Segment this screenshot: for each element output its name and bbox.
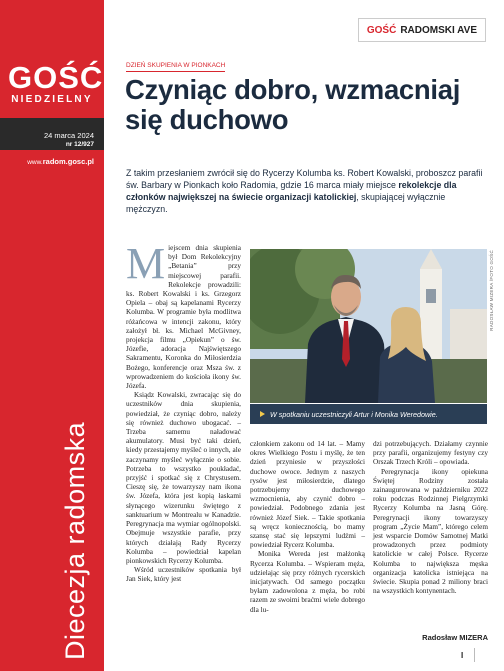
edition-header — [358, 18, 486, 42]
edition-brand: GOŚĆ — [366, 24, 397, 36]
article-column-2 — [250, 440, 365, 615]
photo-illustration — [250, 249, 487, 403]
page-number: I — [461, 651, 464, 660]
site-prefix: www. — [27, 159, 43, 166]
issue-number: nr 12/927 — [65, 141, 94, 148]
paragraph: dzi potrzebujących. Działamy czynnie przy parafii, organizujemy festyny czy Orszak Trzech Króli – opowiada. — [373, 440, 488, 467]
photo-credit: RADOSŁAW MIZERA /FOTO GOŚĆ — [489, 250, 494, 331]
logo-main: GOŚĆ — [8, 60, 104, 95]
paragraph-text: iejscem dnia skupienia był Dom Rekolekcyjny „Betania” przy miejscowej parafii. Rekolekcje prowadzili: ks. Robert Kowalski i ks. Grzegorz Opiela – obaj są kapelanami Rycerzy Kolumba. W programie była modlitwa różańcowa w intencji zakonu, który założył bł. ks. Michael McGivney, projekcja filmu „Opiekun” o św. Józefie, adoracja Najświętszego Sakramentu, Koronka do Miłosierdzia Bożego, konferencje oraz Msza św. z wprowadzeniem do kościoła ikony św. Józefa. — [126, 244, 241, 391]
edition-name: RADOMSKI AVE — [400, 24, 477, 36]
lead-text-1: Z takim przesłaniem zwrócił się do Rycerzy Kolumba ks. Robert Kowalski, proboszcz parafii św. Barbary w Pionkach koło Radomia, gdzie 16 marca miały miejsce — [126, 168, 483, 190]
article-photo — [250, 249, 487, 403]
caption-arrow-icon — [260, 411, 265, 417]
site-link[interactable] — [27, 157, 94, 166]
paragraph: Ksiądz Kowalski, zwracając się do uczestników dnia skupienia, powiedział, że czyniąc dobro, należy się również duchowo ubogacać. – Trzeba samemu naładować akumulatory. Musi być taki dzień, kiedy przestajemy myśleć o innych, ale zaczynamy myśleć wyłącznie o sobie. Potrzeba to wszystko poukładać, przyjść i spotkać się z Chrystusem. Cieszę się, że towarzyszy nam ikona św. Józefa, która jest kopią łaskami słynącego wizerunku świętego z sanktuarium w Montrealu w Kanadzie. Peregrynacja ma wymiar ogólnopolski. Obejmuje wszystkie parafie, przy których działają Rady Rycerzy Kolumba – powiedział kapelan pionkowskich Rycerzy Kolumba. — [126, 391, 241, 565]
photo-caption — [250, 404, 487, 424]
paragraph: Monika Wereda jest małżonką Rycerza Kolumba. – Wspieram męża, udzielając się przy różnych rycerskich inicjatywach. Od samego początku byłam zadowolona z męża, bo robi razem ze swoimi braćmi wiele dobrego dla lu- — [250, 550, 365, 614]
gosc-logo — [8, 60, 104, 105]
paragraph: członkiem zakonu od 14 lat. – Mamy okres Wielkiego Postu i myślę, że ten dzień przyniesie w przyszłości duchowe owoce. Jednym z naszych rysów jest miłosierdzie, dlatego potrzebujemy duchowego wzmocnienia, aby czynić dobro – powiedział. Podobnego zdania jest również Józef Siek. – Takie spotkania są wręcz koniecznością, bo mamy szansę stać się lepszymi ludźmi – powiedział Rycerz Kolumba. — [250, 440, 365, 550]
paragraph — [126, 239, 241, 391]
issue-date: 24 marca 2024 — [43, 131, 94, 140]
logo-sub: NIEDZIELNY — [11, 94, 93, 105]
article-lead — [126, 167, 486, 215]
page-divider — [474, 648, 504, 662]
author-signature: Radosław MIZERA — [422, 633, 488, 642]
lead-text-bold: rekolekcje dla członków największej na świecie organizacji katolickiej — [126, 180, 457, 202]
lead-text-2: , skupiającej wyłącznie mężczyzn. — [126, 192, 446, 214]
article-kicker: DZIEŃ SKUPIENIA W PIONKACH — [126, 62, 225, 72]
article-headline: Czyniąc dobro, wzmacniaj się duchowo — [125, 74, 461, 135]
paragraph: Wśród uczestników spotkania był Jan Siek, który jest — [126, 566, 241, 584]
article-column-1 — [126, 239, 241, 585]
sidebar — [0, 0, 104, 671]
diocese-label: Diecezja radomska — [60, 421, 90, 660]
dropcap: M — [126, 239, 166, 288]
caption-text: W spotkaniu uczestniczyli Artur i Monika Weredowie. — [270, 409, 438, 419]
site-domain: radom.gosc.pl — [42, 157, 94, 166]
paragraph: Peregrynacja ikony opiekuna Świętej Rodziny została zainaugurowana w październiku 2022 roku podczas Rodzinnej Pielgrzymki Rycerzy Kolumba na Jasną Górę. Peregrynacji ikony towarzyszy program „Życie Mam”, którego celem jest wsparcie Domów Samotnej Matki prowadzonych przez podmioty katolickie w całej Polsce. Rycerze Kolumba to największa męska organizacja katolicka istniejąca na świecie. Skupia ponad 2 miliony braci na wszystkich kontynentach. — [373, 467, 488, 596]
article-column-3 — [373, 440, 488, 596]
